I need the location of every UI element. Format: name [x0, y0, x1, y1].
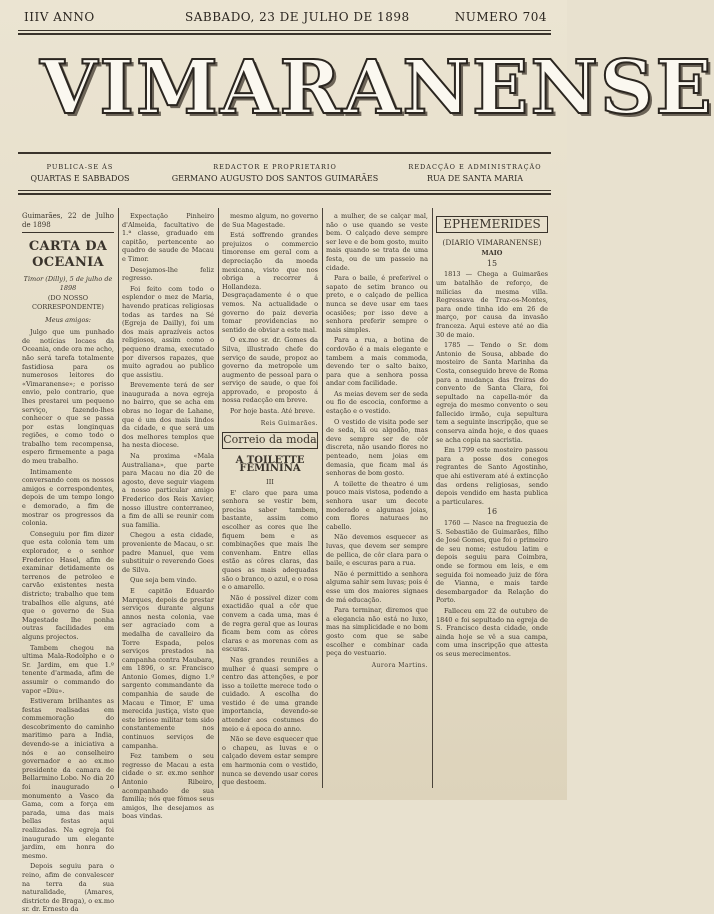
- editor-label: REDACTOR E PROPRIETARIO: [213, 163, 337, 171]
- section-heading-toilette: A TOILETTE FEMININA: [235, 454, 305, 475]
- section-number: III: [266, 478, 274, 487]
- column-divider-3: [322, 208, 323, 788]
- article-heading-carta: CARTA DA OCEANIA: [28, 239, 108, 271]
- paragraph: Tambem chegou na ultima Mala-Rodolpho e o Sr. Jardim, em que 1.º tenente d'armada, afim de assumir o commando do vapor «Diu».: [22, 643, 114, 695]
- paragraph: 1813 — Chega a Guimarães um batalhão de reforço, de milicias da mesma villa. Regressava de Traz-os-Montes, para onde tinha ido em 26 de março, por causa da invasão franceza. Aqui esteve até ao dia 30 de maio.: [436, 270, 548, 339]
- office-info: [400, 162, 550, 184]
- top-rule: [18, 30, 551, 31]
- paragraph: Para a rua, a botina de cordovão é a mais elegante e tambem a mais commoda, devendo ter o salto baixo, para que a senhora possa andar com facilidade.: [326, 336, 428, 388]
- paragraph: Depois seguiu para o reino, afim de convalescer na terra da sua naturalidade, (Amares, districto de Braga), o ex.mo sr. dr. Ernesto da: [22, 862, 114, 914]
- paragraph: Estiveram brilhantes as festas realisadas em commemoração do descobrimento do caminho maritimo para a India, devendo-se a iniciativa a nós e ao conselheiro governador e ao ex.mo presidente da camara de Bellarmino Lobo. No dia 20 foi inaugurado o monumento a Vasco da Gama, com a força em parada, uma das mais bellas festas aqui realizadas. Na egreja foi inaugurado um elegante jardim, em honra do mesmo.: [22, 697, 114, 860]
- paragraph: E capitão Eduardo Marques, depois de prestar serviços durante alguns annos nesta colonia, vae ser agraciado com a medalha de cavalleiro da Torre Espada, pelos serviços prestados na campanha contra Maubara, em 1896, o sr. Francisco Antonio Gomes, digno 1.º sargento commandante da companhia de saude de Macau e Timor, E' uma merecida justiça, visto que este brioso militar tem sido constantemente nos continuos serviços de campanha.: [122, 586, 214, 750]
- paragraph: 1760 — Nasce na freguezia de S. Sebastião de Guimarães, filho de José Gomes, que foi o primeiro de seu nome; estudou latim e depois seguiu para Coimbra, onde se formou em leis, e em seguida foi nomeado juiz de fóra de Vianna, e mais tarde desembargador da Relação do Porto.: [436, 519, 548, 605]
- paragraph: Intimamente conversando com os nossos amigos e correspondentes, depois de um tempo longo e demorado, a fim de mostrar os progressos da colonia.: [22, 467, 114, 528]
- issue-number: NUMERO 704: [454, 10, 547, 24]
- newspaper-title: VIMARANENSE: [40, 45, 714, 131]
- paragraph: Expectação Pinheiro d'Almeida, facultativo de 1.ª classe, graduado em capitão, pertencente ao quadro de saude de Macau e Timor.: [122, 212, 214, 263]
- paragraph: Brevemente terá de ser inaugurada a nova egreja no bairro, que se acha em obras no logar de Lahane, que é um dos mais lindos da cidade, e que será um dos melhores templos que ha nesta diocese.: [122, 381, 214, 450]
- top-rule-thick: [18, 33, 551, 35]
- subhead-rule: [18, 190, 551, 191]
- paragraph: Para o baile, é preferivel o sapato de setim branco ou preto, e o calçado de pellica nunca se deve usar em taes ocasiões; por isso deve a senhora preferir sempre o mais simples.: [326, 274, 428, 334]
- paragraph: As meias devem ser de seda ou fio de escocia, conforme a estação e o vestido.: [326, 389, 428, 416]
- paragraph: O ex.mo sr. dr. Gomes da Silva, illustrado chefe do serviço de saude, propoz ao governo da metropole um augmento de pessoal para o serviço de saude, o que foi approvado, e proposto á nossa redacção em breve.: [222, 336, 318, 405]
- column-5: [436, 212, 548, 790]
- subhead-rule-thick: [18, 193, 551, 195]
- paragraph: Em 1799 este mosteiro passou para a posse dos conegos regrantes de Santo Agostinho, que ahi estiveram até á extincção das ordens religiosas, sendo depois vendido em hasta publica a particulares.: [436, 446, 548, 506]
- signature: Reis Guimarães.: [260, 419, 318, 427]
- column-2: [122, 212, 214, 821]
- office-label: REDACÇÃO E ADMINISTRAÇÃO: [408, 163, 542, 171]
- article-note: (DO NOSSO CORRESPONDENTE): [32, 294, 104, 311]
- dateline-rule: [22, 232, 114, 233]
- paragraph: Desejamos-lhe feliz regresso.: [122, 265, 214, 283]
- dateline: Guimarães, 22 de Julho de 1898: [22, 212, 114, 229]
- paragraph: Fez tambem o seu regresso de Macau a esta cidade o sr. ex.mo senhor Antonio Ribeiro, acompanhado de sua familia; nós que fômos seus amigos, lhe desejamos as boas vindas.: [122, 752, 214, 821]
- paragraph: Está soffrendo grandes prejuizos o commercio timorense em geral com a depreciação da moeda mexicana, visto que nos obriga a recorrer á Hollandeza. Desgraçadamente é o que vemos. Na actualidade o governo do paiz deveria tomar providencias no sentido de obviar a este mal.: [222, 231, 318, 334]
- paragraph: Julgo que um punhado de notícias locaes da Oceania, onde ora me acho, não será tarefa totalmente fastidiosa para os numerosos leitores do «Vimaranense»; e porisso envio, pelo contrario, que lhes prestarei um pequeno serviço, fazendo-lhes conhecer o que se passa por estas longinquas regiões, e como todo o trabalho tem recompensa, espero firmemente a paga do meu trabalho.: [22, 328, 114, 466]
- top-info-line: [20, 8, 549, 28]
- ephemerides-source: (DIARIO VIMARANENSE): [442, 237, 542, 247]
- column-divider-4: [432, 208, 433, 788]
- paragraph: Conseguiu por fim dizer que esta colonia tem um explorador, e o senhor Frederico Hasel, afim de examinar detidamente os terrenos de petroleo e carvão existentes nesta districto; trabalho que tem trabalhos elle alguns, até que o governo de Sua Magestade lhe ponha outras facilidades em alguns projectos.: [22, 529, 114, 641]
- paragraph: Não é possivel dizer com exactidão qual a côr que convem a cada uma, mas é de regra geral que as louras ficam bem com as côres claras e as morenas com as escuras.: [222, 593, 318, 654]
- date-label: SABBADO, 23 DE JULHO DE 1898: [185, 10, 410, 24]
- paragraph: Chegou a esta cidade, proveniente de Macau, o sr. padre Manuel, que vem substituir o reverendo Goes de Silva.: [122, 531, 214, 574]
- day-heading: 15: [486, 258, 498, 268]
- section-box-correio: Correio da moda: [222, 432, 318, 449]
- paragraph: Por hoje basta. Até breve.: [230, 407, 316, 416]
- column-divider-2: [218, 208, 219, 788]
- editor-info: [170, 162, 380, 184]
- paragraph: Foi feito com todo o esplendor o mez de Maria, havendo praticas religiosas todas as tardes na Sé (Egreja de Dailly), foi um dos mais aprazíveis actos religiosos, assim como o pequeno drama, executado por diversos rapazes, que muito agradou ao publico que assistiu.: [122, 284, 214, 379]
- office-address: RUA DE SANTA MARIA: [426, 174, 524, 183]
- column-3: [222, 212, 318, 790]
- paragraph: Nas grandes reuniões a mulher é quasi sempre o centro das attenções, e por isso a toilette merece todo o cuidado. A escolha do vestido é de uma grande importancia, devendo-se attender aos costumes do meio e á epoca do anno.: [222, 655, 318, 733]
- section-box-ephemerides: EPHEMERIDES: [436, 216, 548, 233]
- paragraph: Não devemos esquecer as luvas, que devem ser sempre de pellica, de côr clara para o baile, e escuras para a rua.: [326, 533, 428, 568]
- paragraph: Na proxima «Mala Australiana», que parte para Macau no dia 20 de agosto, deve seguir viagem a nosso particular amigo Frederico dos Reis Xavier, nosso illustre conterraneo, a fim de alli se reunir com sua familia.: [122, 452, 214, 529]
- publication-days: [20, 162, 140, 184]
- paragraph: A toilette de theatro é um pouco mais vistosa, podendo a senhora usar um decote moderado e algumas joias, com flores naturaes no cabello.: [326, 479, 428, 531]
- publication-days-label: PUBLICA-SE ÁS: [46, 163, 114, 171]
- paragraph: a mulher, de se calçar mal, não o use quando se veste bem. O calçado deve sempre ser leve e de bom gosto, muito mais quando se trata de uma festa, ou de um passeio na cidade.: [326, 212, 428, 272]
- salutation: Meus amigos:: [45, 315, 91, 324]
- ephemerides-month: MAIO: [481, 249, 503, 258]
- paragraph: Falleceu em 22 de outubro de 1840 e foi sepultado na egreja de S. Francisco desta cidade, onde ainda hoje se vê a sua campa, com uma inscripção que attesta os seus merecimentos.: [436, 606, 548, 658]
- editor-name: GERMANO AUGUSTO DOS SANTOS GUIMARÃES: [171, 174, 379, 183]
- column-divider-1: [118, 208, 119, 788]
- publication-days-value: QUARTAS E SABBADOS: [30, 174, 130, 183]
- article-place: Timor (Dilly), 5 de julho de 1898: [23, 275, 113, 292]
- paragraph: Para terminar, diremos que a elegancia não está no luxo, mas na simplicidade e no bom gosto com que se sabe escolher e combinar cada peça do vestuario.: [326, 606, 428, 658]
- column-4: [326, 212, 428, 790]
- masthead-rule: [18, 152, 551, 154]
- day-heading: 16: [486, 507, 498, 517]
- paragraph: Que seja bem vindo.: [130, 576, 197, 585]
- paragraph: 1785 — Tendo o Sr. dom Antonio de Sousa, abbade do mosteiro de Santa Marinha da Costa, conseguido breve de Roma para a mudança das freiras do convento de Santa Clara, foi sepultado na capella-mór da egreja do mesmo convento o seu fallecido irmão, cuja sepultura tem a seguinte inscripção, que se conserva ainda hoje, e dos quaes se acha copia na sacristia.: [436, 341, 548, 444]
- paragraph: E' claro que para uma senhora se vestir bem, precisa saber tambem, bastante, assim como escolher as cores que lhe fiquem bem e as combinações que mais lhe convenham. Entre ellas estão as côres claras, das quaes as mais adequadas são o branco, o azul, e o rosa e o amarello.: [222, 488, 318, 592]
- paragraph: Não é permittido a senhora alguma sahir sem luvas; pois é esse um dos maiores signaes de má educação.: [326, 569, 428, 604]
- signature: Aurora Martins.: [371, 661, 428, 669]
- paragraph: mesmo algum, no governo de Sua Magestade.: [222, 212, 318, 229]
- year-label: IIIV ANNO: [24, 10, 95, 24]
- paragraph: Não se deve esquecer que o chapeu, as luvas e o calçado devem estar sempre em harmonia com o vestido, nunca se devendo usar cores que destoem.: [222, 735, 318, 787]
- masthead: [40, 40, 714, 136]
- paragraph: O vestido de visita pode ser de seda, lã ou algodão, mas deve sempre ser de côr discreta, não usando flores no penteado, nem joias em demasia, que ficam mal ás senhoras de bom gosto.: [326, 417, 428, 478]
- column-1: [22, 212, 114, 914]
